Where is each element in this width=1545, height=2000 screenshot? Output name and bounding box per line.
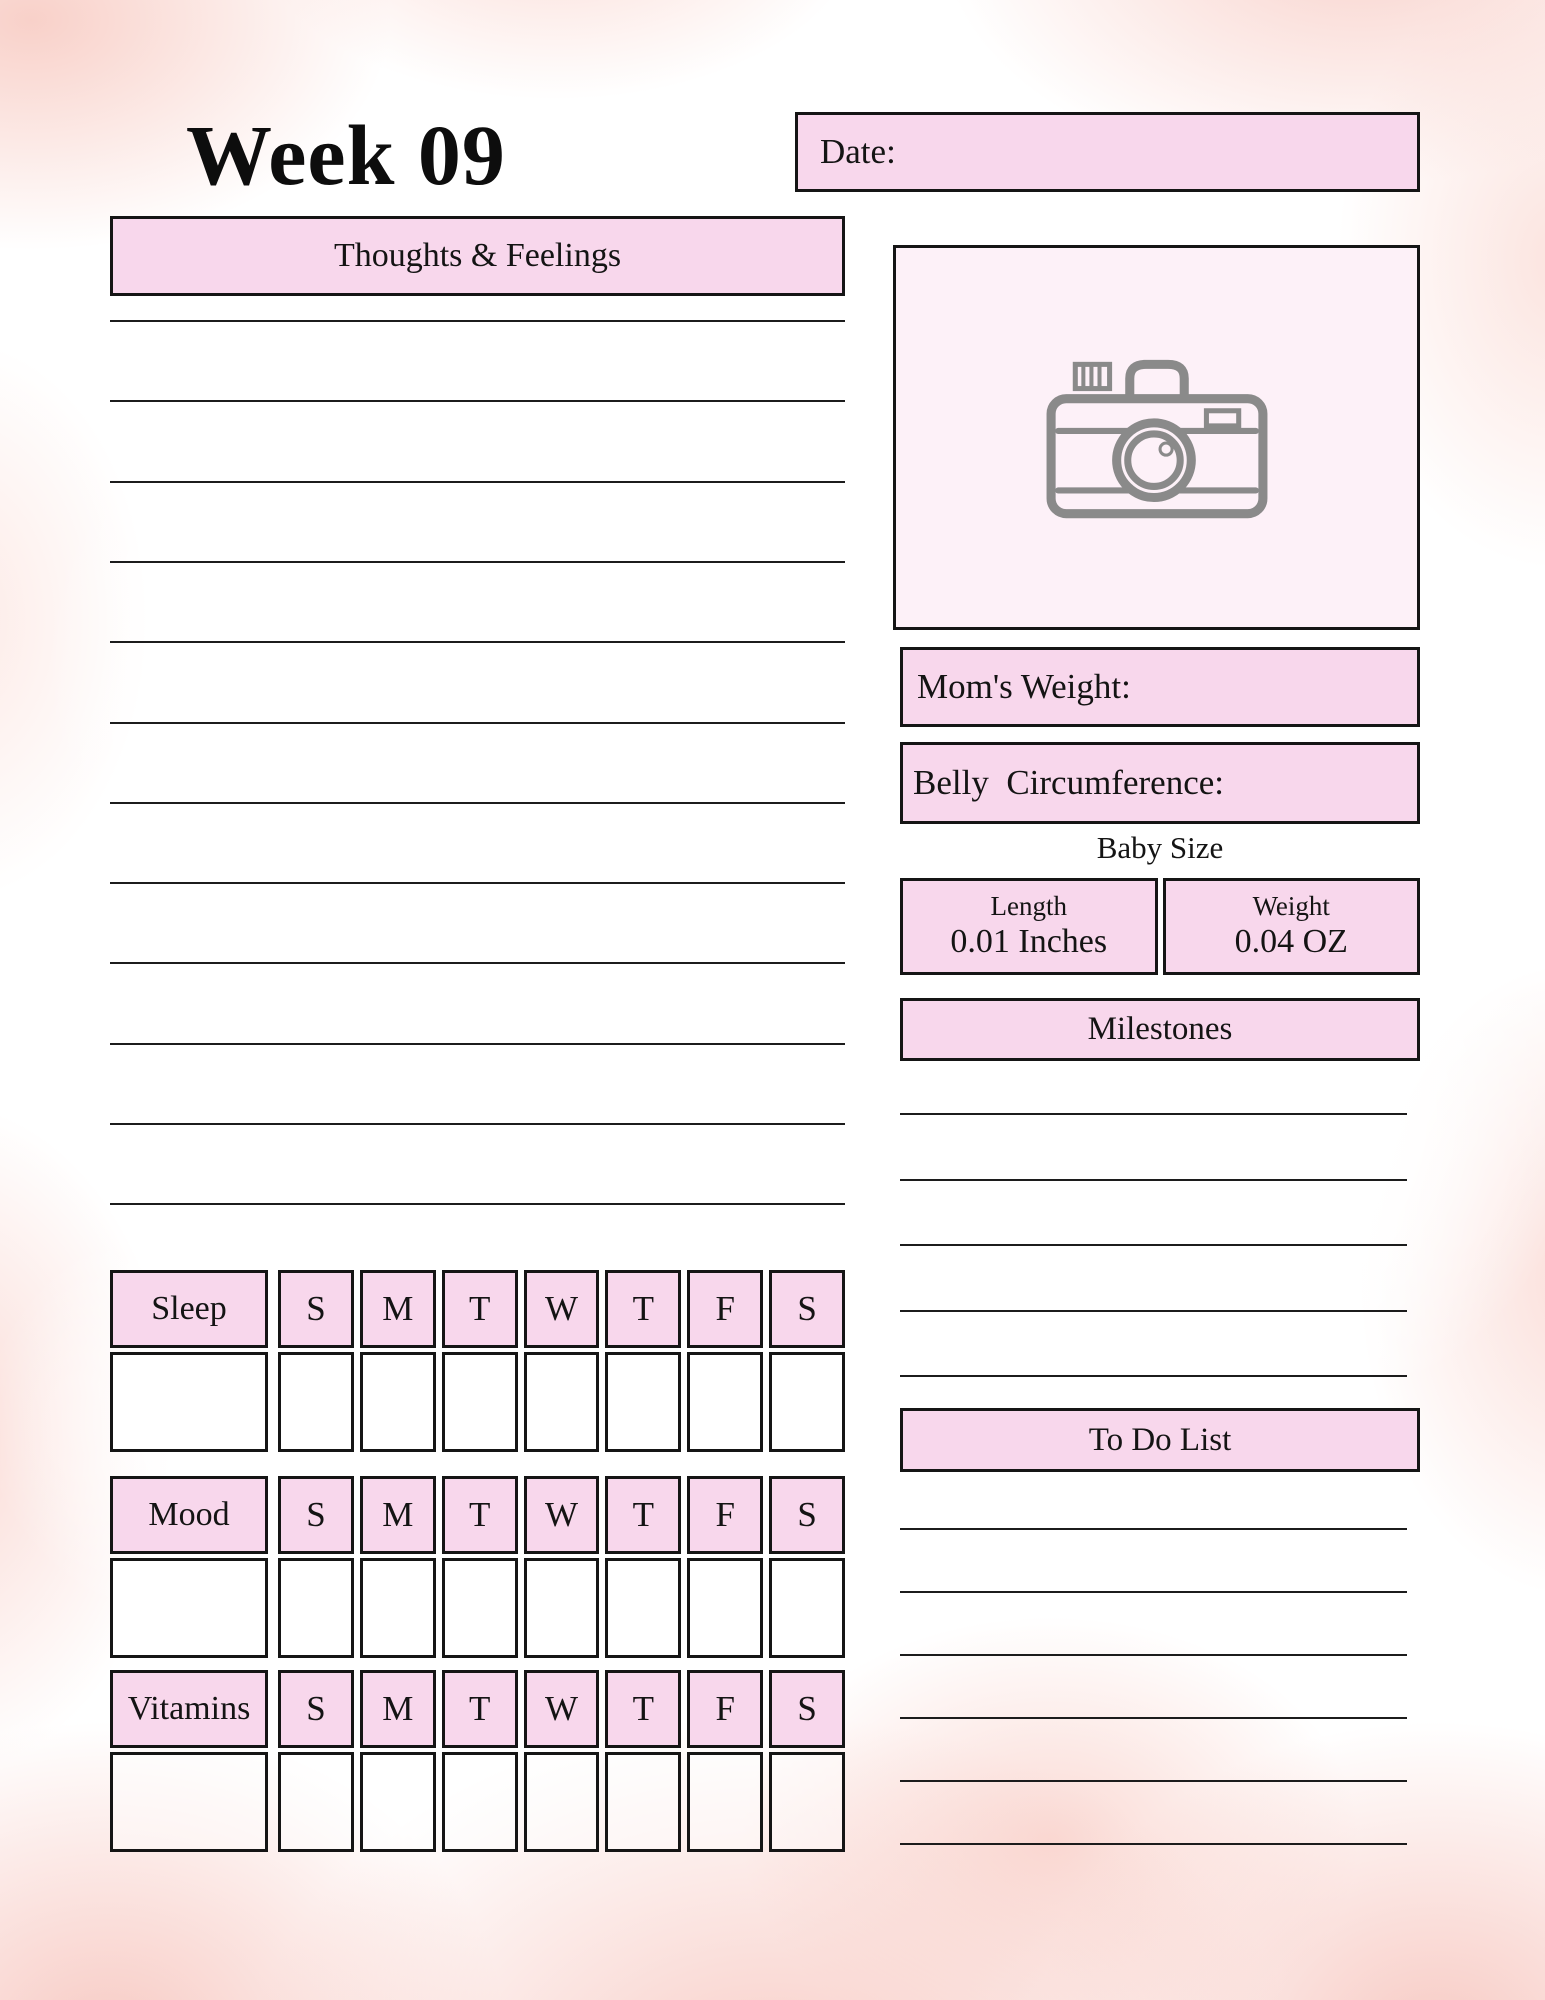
tracker-days-grid [278, 1670, 845, 1852]
tracker-mood-day-cell[interactable] [524, 1558, 600, 1658]
camera-icon [1041, 352, 1273, 524]
tracker-mood-notes-cell[interactable] [110, 1558, 268, 1658]
photo-placeholder[interactable] [893, 245, 1420, 630]
tracker-day-header: W [524, 1270, 600, 1348]
tracker-day-header: T [442, 1670, 518, 1748]
tracker-mood-day-cell[interactable] [442, 1558, 518, 1658]
tracker-day-header: M [360, 1476, 436, 1554]
tracker-label-mood: Mood [110, 1476, 268, 1554]
baby-weight-label: Weight [1252, 891, 1330, 922]
baby-size-table [900, 878, 1420, 975]
milestones-writing-line[interactable] [900, 1375, 1407, 1377]
tracker-day-header: F [687, 1270, 763, 1348]
tracker-label-column [110, 1270, 268, 1452]
tracker-label-column [110, 1476, 268, 1658]
tracker-days-grid [278, 1270, 845, 1452]
milestones-writing-line[interactable] [900, 1179, 1407, 1181]
todo-writing-line[interactable] [900, 1717, 1407, 1719]
tracker-day-header: T [605, 1670, 681, 1748]
milestones-writing-line[interactable] [900, 1244, 1407, 1246]
tracker-mood [110, 1476, 845, 1658]
tracker-mood-day-cell[interactable] [360, 1558, 436, 1658]
tracker-vitamins-day-cell[interactable] [605, 1752, 681, 1852]
tracker-label-column [110, 1670, 268, 1852]
tracker-days-grid [278, 1476, 845, 1658]
baby-weight-value: 0.04 OZ [1234, 923, 1348, 961]
thoughts-writing-line[interactable] [110, 481, 845, 483]
todo-title: To Do List [1088, 1421, 1232, 1458]
todo-writing-line[interactable] [900, 1780, 1407, 1782]
tracker-vitamins-notes-cell[interactable] [110, 1752, 268, 1852]
baby-length-label: Length [990, 891, 1067, 922]
thoughts-writing-line[interactable] [110, 1043, 845, 1045]
belly-circumference-field[interactable] [900, 742, 1420, 824]
tracker-vitamins-day-cell[interactable] [769, 1752, 845, 1852]
todo-writing-line[interactable] [900, 1843, 1407, 1845]
tracker-day-header: T [605, 1476, 681, 1554]
tracker-sleep-day-cell[interactable] [360, 1352, 436, 1452]
tracker-day-header: S [769, 1670, 845, 1748]
tracker-day-header: M [360, 1670, 436, 1748]
milestones-title: Milestones [1087, 1011, 1233, 1047]
tracker-sleep-day-cell[interactable] [278, 1352, 354, 1452]
tracker-sleep-day-cell[interactable] [524, 1352, 600, 1452]
tracker-vitamins-day-cell[interactable] [360, 1752, 436, 1852]
tracker-day-header: T [442, 1270, 518, 1348]
tracker-day-header: M [360, 1270, 436, 1348]
thoughts-feelings-title: Thoughts & Feelings [333, 237, 622, 274]
thoughts-writing-line[interactable] [110, 722, 845, 724]
tracker-day-header: F [687, 1670, 763, 1748]
milestones-writing-line[interactable] [900, 1310, 1407, 1312]
thoughts-writing-line[interactable] [110, 1123, 845, 1125]
tracker-day-header: W [524, 1476, 600, 1554]
date-label: Date: [820, 132, 896, 171]
thoughts-writing-line[interactable] [110, 882, 845, 884]
tracker-mood-day-cell[interactable] [687, 1558, 763, 1658]
tracker-vitamins [110, 1670, 845, 1852]
tracker-day-header: S [769, 1270, 845, 1348]
tracker-mood-day-cell[interactable] [278, 1558, 354, 1658]
todo-writing-line[interactable] [900, 1591, 1407, 1593]
belly-circumference-label: Belly Circumference: [913, 763, 1224, 802]
tracker-vitamins-day-cell[interactable] [278, 1752, 354, 1852]
thoughts-writing-line[interactable] [110, 802, 845, 804]
tracker-day-header: T [605, 1270, 681, 1348]
baby-length-cell [900, 878, 1158, 975]
milestones-writing-line[interactable] [900, 1113, 1407, 1115]
thoughts-writing-line[interactable] [110, 641, 845, 643]
tracker-sleep-day-cell[interactable] [687, 1352, 763, 1452]
moms-weight-field[interactable] [900, 647, 1420, 727]
milestones-header [900, 998, 1420, 1061]
tracker-sleep-day-cell[interactable] [605, 1352, 681, 1452]
tracker-sleep-day-cell[interactable] [442, 1352, 518, 1452]
thoughts-feelings-header [110, 216, 845, 296]
thoughts-writing-line[interactable] [110, 400, 845, 402]
thoughts-writing-line[interactable] [110, 1203, 845, 1205]
todo-header [900, 1408, 1420, 1472]
baby-size-title: Baby Size [1096, 830, 1224, 865]
todo-writing-line[interactable] [900, 1528, 1407, 1530]
tracker-day-header: S [769, 1476, 845, 1554]
date-field[interactable] [795, 112, 1420, 192]
thoughts-writing-line[interactable] [110, 962, 845, 964]
tracker-day-header: S [278, 1476, 354, 1554]
thoughts-writing-line[interactable] [110, 320, 845, 322]
tracker-vitamins-day-cell[interactable] [687, 1752, 763, 1852]
tracker-day-header: F [687, 1476, 763, 1554]
tracker-sleep [110, 1270, 845, 1452]
tracker-day-header: S [278, 1270, 354, 1348]
tracker-vitamins-day-cell[interactable] [524, 1752, 600, 1852]
tracker-day-header: W [524, 1670, 600, 1748]
tracker-label-vitamins: Vitamins [110, 1670, 268, 1748]
moms-weight-label: Mom's Weight: [917, 667, 1131, 706]
tracker-mood-day-cell[interactable] [605, 1558, 681, 1658]
tracker-vitamins-day-cell[interactable] [442, 1752, 518, 1852]
baby-weight-cell [1163, 878, 1421, 975]
tracker-sleep-day-cell[interactable] [769, 1352, 845, 1452]
baby-length-value: 0.01 Inches [950, 923, 1108, 961]
tracker-day-header: S [278, 1670, 354, 1748]
baby-size-heading [900, 830, 1420, 866]
tracker-label-sleep: Sleep [110, 1270, 268, 1348]
tracker-mood-day-cell[interactable] [769, 1558, 845, 1658]
tracker-day-header: T [442, 1476, 518, 1554]
page-title: Week 09 [186, 107, 506, 203]
thoughts-writing-line[interactable] [110, 561, 845, 563]
tracker-sleep-notes-cell[interactable] [110, 1352, 268, 1452]
todo-writing-line[interactable] [900, 1654, 1407, 1656]
